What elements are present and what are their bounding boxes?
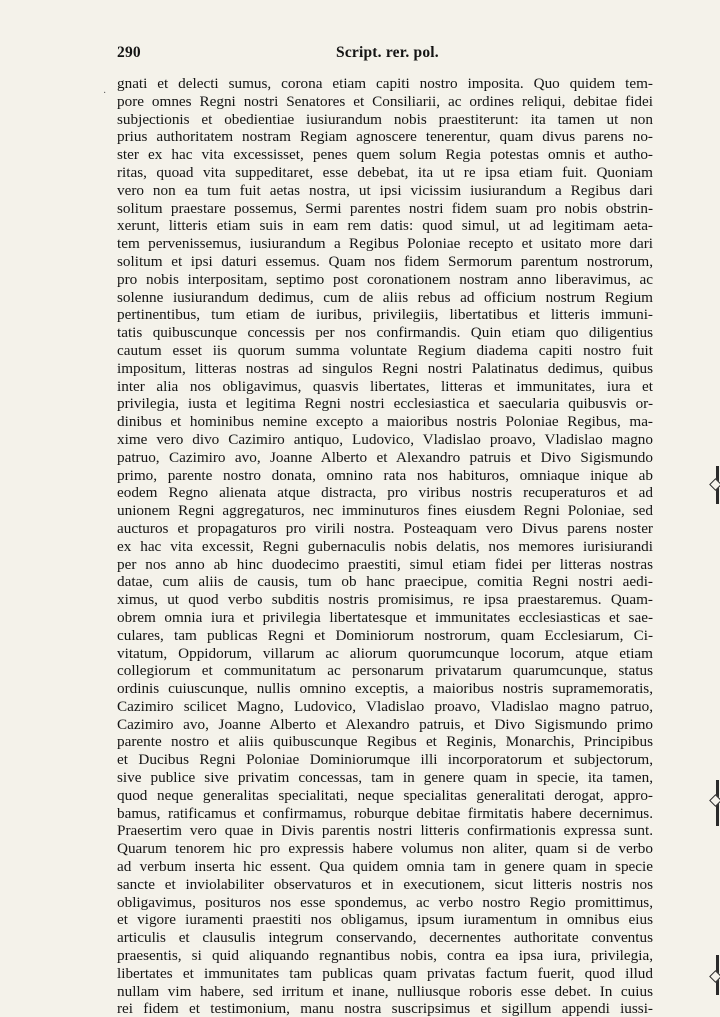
text-line: primo, parente nostro donata, omnino rata nos habituros, omniaque inique ab <box>117 466 653 484</box>
text-line: culares, tam publicas Regni et Dominiorum nostrorum, quam Ecclesiarum, Ci- <box>117 626 653 644</box>
text-line: ster ex hac vita excessisset, penes quem solum Regia potestas omnis et autho- <box>117 146 653 164</box>
text-line: ordinis cuiuscunque, nullis omnino exceptis, a maioribus nostris supramemoratis, <box>117 680 653 698</box>
text-line: Cazimiro avo, Joanne Alberto et Alexandro patruis, et Divo Sigismundo primo <box>117 715 653 733</box>
text-line: solitum praestare possemus, Sermi parentes nostri fidem suam pro nobis obstrin- <box>117 199 653 217</box>
text-line: obligavimus, posituros nos esse spondemus, ac verbo nostro Regio promittimus, <box>117 893 653 911</box>
text-line: solitum et ipsi daturi essemus. Quam nos fidem Sermorum parentum nostrorum, <box>117 252 653 270</box>
text-line: impositum, litteras nostras ad singulos Regni nostri Palatinatus dedimus, quibus <box>117 359 653 377</box>
running-title: Script. rer. pol. <box>336 44 439 61</box>
text-line: sive publice sive privatim concessas, tam in genere quam in specie, ita tamen, <box>117 769 653 787</box>
text-line: et Ducibus Regni Poloniae Dominiorumque illi incorporatorum et subjectorum, <box>117 751 653 769</box>
text-line: inter alia nos obligavimus, quasvis libertates, litteras et immunitates, iura et <box>117 377 653 395</box>
running-head <box>117 44 651 64</box>
text-line: subjectionis et obedientiae iusiurandum nobis praestiterunt: ita tamen ut non <box>117 110 653 128</box>
text-line: parente nostro et aliis quibuscunque Regibus et Reginis, Monarchis, Principibus <box>117 733 653 751</box>
text-line: Cazimiro scilicet Magno, Ludovico, Vladislao proavo, Vladislao magno patruo, <box>117 697 653 715</box>
text-line: quod neque generalitas specialitati, neque specialitas generalitati derogat, appro- <box>117 786 653 804</box>
text-line: prius authoritatem nostram Regiam agnoscere tenerentur, quam divus parens no- <box>117 128 653 146</box>
text-line: praesentis, si quid aliquando regnantibus nobis, contra ea ipsa iura, privilegia, <box>117 947 653 965</box>
text-line: aucturos et propagaturos pro virili nostra. Posteaquam vero Divus parens noster <box>117 519 653 537</box>
text-line: et vigore iuramenti praestiti nos obligamus, ipsum iuramentum in omnibus eius <box>117 911 653 929</box>
text-line: libertates et immunitates tam publicas quam privatas factum fuerit, quod illud <box>117 964 653 982</box>
text-line: pore omnes Regni nostri Senatores et Consiliarii, ac ordines reliqui, debitae fidei <box>117 92 653 110</box>
text-line: collegiorum et communitatum ac personarum privatarum quarumcunque, status <box>117 662 653 680</box>
body-text <box>117 75 653 1017</box>
text-line: articulis et clausulis integrum conservando, decernentes authoritate conventus <box>117 929 653 947</box>
text-line: tem pervenissemus, iusiurandum a Regibus Poloniae recepto et usitato more dari <box>117 235 653 253</box>
text-line: vero non ea tum fuit aetas nostra, ut ipsi vicissim iusiurandum a Regibus dari <box>117 181 653 199</box>
text-line: dinibus et hominibus nemine excepto a maioribus nostris Poloniae Regibus, ma- <box>117 413 653 431</box>
text-line: patruo, Cazimiro avo, Joanne Alberto et Alexandro patruis et Divo Sigismundo <box>117 448 653 466</box>
text-line: datae, cum aliis de causis, tum ob hanc praecipue, comitia Regni nostri aedi- <box>117 573 653 591</box>
text-line: sancte et inviolabiliter observaturos et in executionem, sicut litteris nostris nos <box>117 875 653 893</box>
text-line: ad verbum inserta hic essent. Qua quidem omnia tam in genere quam in specie <box>117 858 653 876</box>
text-line: vitatum, Oppidorum, villarum ac aliorum quorumcunque locorum, atque etiam <box>117 644 653 662</box>
text-line: xerunt, litteris etiam suis in eam rem datis: quod simul, ut ad legitimam aeta- <box>117 217 653 235</box>
text-line: Quarum tenorem hic pro expressis habere volumus non aliter, quam si de verbo <box>117 840 653 858</box>
text-line: gnati et delecti sumus, corona etiam capiti nostro imposita. Quo quidem tem- <box>117 75 653 92</box>
text-line: bamus, ratificamus et confirmamus, roburque debitae firmitatis habere decernimus. <box>117 804 653 822</box>
margin-dot-mark: · <box>103 88 107 99</box>
text-line: unionem Regni aggregaturos, nec imminuturos fines eiusdem Regni Poloniae, sed <box>117 502 653 520</box>
text-line: eodem Regno alienata atque distracta, pro viribus nostris recuperaturos et ad <box>117 484 653 502</box>
page-number: 290 <box>117 44 141 61</box>
text-line: privilegia, iusta et legitima Regni nostri ecclesiastica et saecularia quibusvis or- <box>117 395 653 413</box>
text-line: cautum esset iis quorum summa voluntate Regium diadema capiti nostro fuit <box>117 341 653 359</box>
text-line: Praesertim vero quae in Divis parentis nostri litteris confirmationis expressa sunt. <box>117 822 653 840</box>
text-line: xime vero divo Cazimiro antiquo, Ludovico, Vladislao proavo, Vladislao magno <box>117 430 653 448</box>
text-line: pertinentibus, tum etiam de iuribus, privilegiis, libertatibus et litteris immuni- <box>117 306 653 324</box>
text-line: ximus, ut quod verbo subditis nostris promisimus, re ipsa praestaremus. Quam- <box>117 591 653 609</box>
text-line: solenne iusiurandum dedimus, cum de aliis rebus ad officium nostrum Regium <box>117 288 653 306</box>
text-line: obrem omnia iura et privilegia libertatesque et immunitates ecclesiasticas et sae- <box>117 608 653 626</box>
text-line: per nos anno ab hinc duodecimo praestiti, simul etiam fidei per litteras nostras <box>117 555 653 573</box>
text-line: tatis quibuscunque concessis per nos confirmandis. Quin etiam quo diligentius <box>117 324 653 342</box>
text-line: ex hac vita excessit, Regni gubernaculis nobis delatis, nos memores iurisiurandi <box>117 537 653 555</box>
text-line: ritas, quoad vita suppeditaret, esse debebat, ita ut re ipsa etiam fuit. Quoniam <box>117 163 653 181</box>
text-line: nullam vim habere, sed irritum et inane, nulliusque roboris esse debet. In cuius <box>117 982 653 1000</box>
text-line: pro nobis interpositam, septimo post coronationem nostram anno liberavimus, ac <box>117 270 653 288</box>
text-line: rei fidem et testimonium, manu nostra suscripsimus et sigillum appendi iussi- <box>117 1000 653 1017</box>
